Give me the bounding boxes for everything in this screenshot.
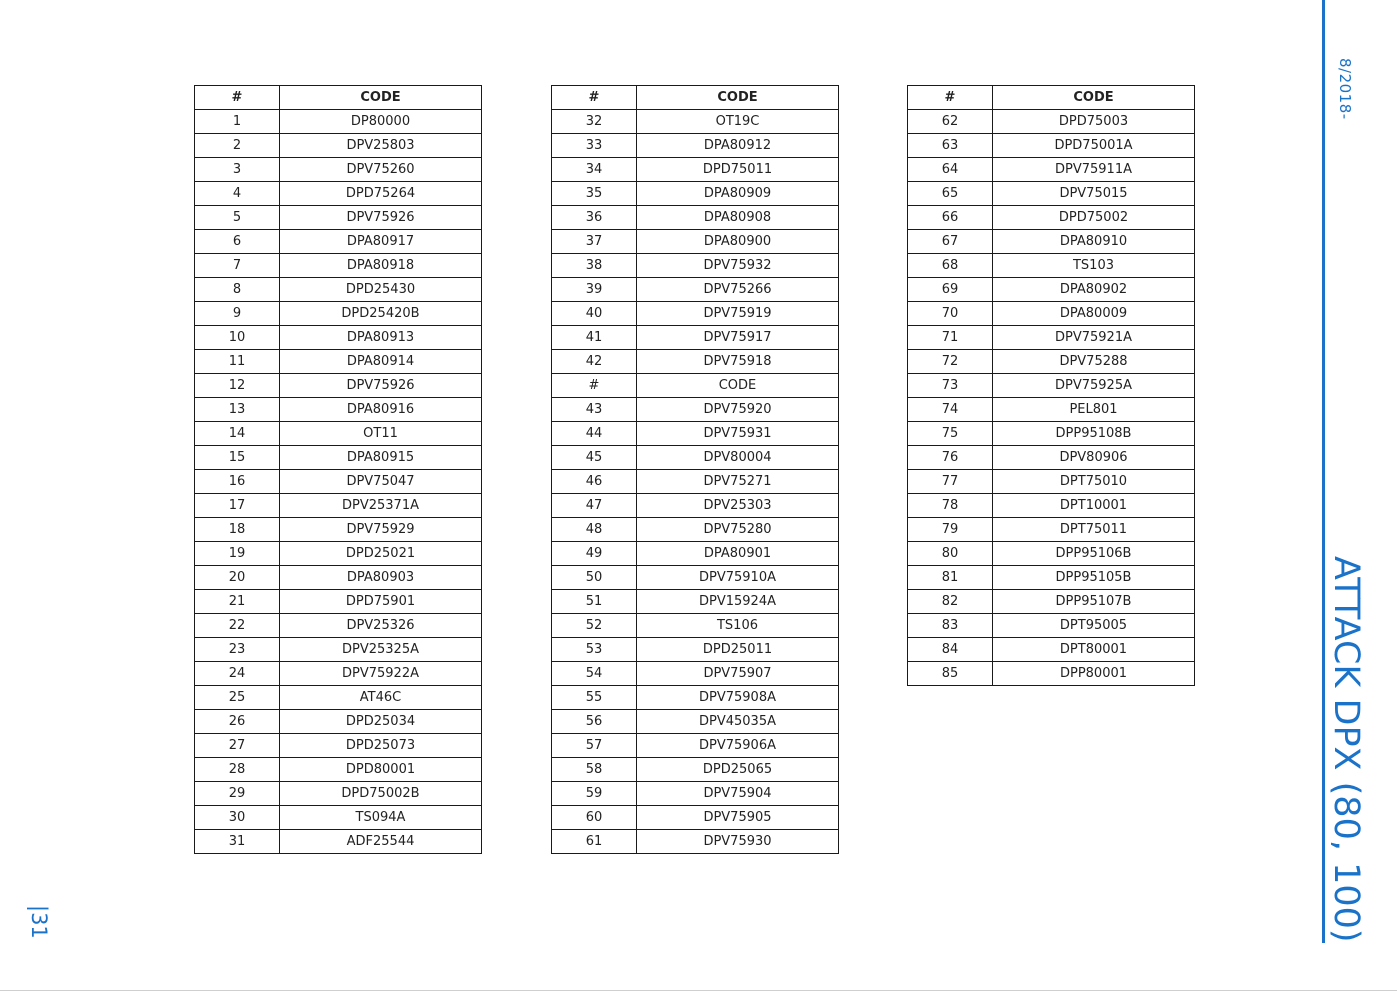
table-row	[552, 254, 839, 278]
sidebar-title: ATTACK DPX (80, 100)	[1326, 556, 1366, 943]
table-row	[195, 590, 482, 614]
row-number: 8	[195, 278, 280, 302]
row-number: 85	[908, 662, 993, 686]
row-number: 73	[908, 374, 993, 398]
header-code: CODE	[637, 86, 839, 110]
row-code: DPV75931	[637, 422, 839, 446]
row-number: 58	[552, 758, 637, 782]
row-code: DPV75907	[637, 662, 839, 686]
row-number: 54	[552, 662, 637, 686]
table-row	[195, 326, 482, 350]
table-row	[908, 206, 1195, 230]
table-row	[552, 278, 839, 302]
table-row	[908, 422, 1195, 446]
table-row	[552, 182, 839, 206]
table-row	[908, 662, 1195, 686]
table-row	[908, 134, 1195, 158]
row-number: 43	[552, 398, 637, 422]
table-row	[908, 542, 1195, 566]
row-code: DPV75929	[280, 518, 482, 542]
row-code: DPV75260	[280, 158, 482, 182]
table-row	[552, 446, 839, 470]
row-number: 68	[908, 254, 993, 278]
row-number: 56	[552, 710, 637, 734]
row-number: 67	[908, 230, 993, 254]
row-number: 77	[908, 470, 993, 494]
row-number: 5	[195, 206, 280, 230]
row-number: 52	[552, 614, 637, 638]
table-row	[908, 350, 1195, 374]
row-number: 79	[908, 518, 993, 542]
row-code: DPP95107B	[993, 590, 1195, 614]
row-code: DPV75922A	[280, 662, 482, 686]
row-number: 31	[195, 830, 280, 854]
row-code: DPD75011	[637, 158, 839, 182]
table-row	[195, 470, 482, 494]
row-number: 22	[195, 614, 280, 638]
row-code: DPV75926	[280, 374, 482, 398]
row-code: DPV75908A	[637, 686, 839, 710]
row-code: DPT75011	[993, 518, 1195, 542]
row-code: DPA80915	[280, 446, 482, 470]
row-number: 44	[552, 422, 637, 446]
table-row	[908, 230, 1195, 254]
row-number: 42	[552, 350, 637, 374]
row-number: 70	[908, 302, 993, 326]
row-number: 82	[908, 590, 993, 614]
table-row	[195, 494, 482, 518]
row-code: DPD80001	[280, 758, 482, 782]
row-number: 14	[195, 422, 280, 446]
table-row	[908, 374, 1195, 398]
row-code: TS094A	[280, 806, 482, 830]
table-row	[908, 302, 1195, 326]
row-code: DPA80908	[637, 206, 839, 230]
row-number: 30	[195, 806, 280, 830]
table-row	[195, 542, 482, 566]
row-code: DPV15924A	[637, 590, 839, 614]
table-row	[908, 110, 1195, 134]
header-number: #	[552, 86, 637, 110]
table-header-row	[552, 86, 839, 110]
row-number: 72	[908, 350, 993, 374]
row-number: 50	[552, 566, 637, 590]
row-number: 59	[552, 782, 637, 806]
row-code: DPA80910	[993, 230, 1195, 254]
header-code: CODE	[280, 86, 482, 110]
table-row	[195, 110, 482, 134]
row-number: 38	[552, 254, 637, 278]
table-row	[908, 254, 1195, 278]
row-code: DPA80913	[280, 326, 482, 350]
table-row	[908, 590, 1195, 614]
table-row	[552, 590, 839, 614]
row-code: DPT95005	[993, 614, 1195, 638]
table-row	[552, 734, 839, 758]
row-code: PEL801	[993, 398, 1195, 422]
row-code: DPV75926	[280, 206, 482, 230]
row-code: DPA80914	[280, 350, 482, 374]
table-row	[195, 206, 482, 230]
row-code: OT11	[280, 422, 482, 446]
row-code: DPV75047	[280, 470, 482, 494]
header-code: CODE	[993, 86, 1195, 110]
row-number: 15	[195, 446, 280, 470]
row-code: TS103	[993, 254, 1195, 278]
row-code: DPA80009	[993, 302, 1195, 326]
table-row	[195, 758, 482, 782]
row-number: 41	[552, 326, 637, 350]
row-number: 16	[195, 470, 280, 494]
row-number: 4	[195, 182, 280, 206]
table-row	[195, 662, 482, 686]
row-number: 62	[908, 110, 993, 134]
table-row	[908, 638, 1195, 662]
row-code: DPD75003	[993, 110, 1195, 134]
table-row	[552, 830, 839, 854]
table-row	[908, 494, 1195, 518]
row-number: 76	[908, 446, 993, 470]
row-code: DPV75919	[637, 302, 839, 326]
row-number: 78	[908, 494, 993, 518]
row-code: DPV75904	[637, 782, 839, 806]
table-row	[908, 398, 1195, 422]
table-row	[552, 206, 839, 230]
row-number: 1	[195, 110, 280, 134]
table-header-row	[195, 86, 482, 110]
table-row	[552, 566, 839, 590]
row-code: DPV75920	[637, 398, 839, 422]
row-code: DPA80916	[280, 398, 482, 422]
table-row	[908, 614, 1195, 638]
row-code: DPD75901	[280, 590, 482, 614]
row-code: DPV75266	[637, 278, 839, 302]
row-number: 18	[195, 518, 280, 542]
row-number: 57	[552, 734, 637, 758]
table-row	[552, 350, 839, 374]
row-number: 9	[195, 302, 280, 326]
row-number: 27	[195, 734, 280, 758]
table-row	[552, 230, 839, 254]
row-code: DPV75918	[637, 350, 839, 374]
table-row	[195, 422, 482, 446]
table-row	[552, 134, 839, 158]
table-row	[195, 230, 482, 254]
row-code: DPV25326	[280, 614, 482, 638]
table-row	[552, 302, 839, 326]
row-code: DPV75911A	[993, 158, 1195, 182]
row-code: DPV75288	[993, 350, 1195, 374]
row-code: DPP95106B	[993, 542, 1195, 566]
page-number: |31	[27, 905, 51, 939]
table-row	[552, 782, 839, 806]
row-code: DPV80004	[637, 446, 839, 470]
row-code: DPT10001	[993, 494, 1195, 518]
sidebar-date: 8/2018-	[1336, 58, 1354, 120]
row-number: 64	[908, 158, 993, 182]
table-row	[908, 470, 1195, 494]
row-code: DPT75010	[993, 470, 1195, 494]
table-row	[195, 782, 482, 806]
table-row	[195, 158, 482, 182]
row-code: DPV75906A	[637, 734, 839, 758]
row-code: DPV75910A	[637, 566, 839, 590]
row-code: DPD25011	[637, 638, 839, 662]
row-code: DPV25325A	[280, 638, 482, 662]
row-code: DPD25430	[280, 278, 482, 302]
row-number: 6	[195, 230, 280, 254]
row-code: DPP95108B	[993, 422, 1195, 446]
row-code: DPD25021	[280, 542, 482, 566]
row-number: 12	[195, 374, 280, 398]
row-number: 19	[195, 542, 280, 566]
table-row	[195, 134, 482, 158]
table-row	[195, 614, 482, 638]
row-code: DPD75264	[280, 182, 482, 206]
row-number: 61	[552, 830, 637, 854]
row-number: 47	[552, 494, 637, 518]
table-header-row	[908, 86, 1195, 110]
table-row	[195, 278, 482, 302]
table-row	[195, 254, 482, 278]
row-number: 83	[908, 614, 993, 638]
row-code: DPD25073	[280, 734, 482, 758]
row-code: DPD75002B	[280, 782, 482, 806]
row-code: DPV75271	[637, 470, 839, 494]
row-code: DPD75001A	[993, 134, 1195, 158]
row-code: DPV75917	[637, 326, 839, 350]
table-row	[908, 278, 1195, 302]
table-row	[552, 638, 839, 662]
table-row	[195, 374, 482, 398]
header-number: #	[908, 86, 993, 110]
code-table-1	[194, 85, 482, 854]
code-table-3	[907, 85, 1195, 686]
row-code: DPV75925A	[993, 374, 1195, 398]
table-row	[552, 710, 839, 734]
table-row	[908, 182, 1195, 206]
row-number: 34	[552, 158, 637, 182]
table-row	[908, 518, 1195, 542]
row-code: DPV75015	[993, 182, 1195, 206]
row-number: 40	[552, 302, 637, 326]
row-number: 39	[552, 278, 637, 302]
row-number: 45	[552, 446, 637, 470]
row-code: DPV75905	[637, 806, 839, 830]
row-code: DPV75280	[637, 518, 839, 542]
row-number: 25	[195, 686, 280, 710]
row-code: DPA80900	[637, 230, 839, 254]
row-number: 55	[552, 686, 637, 710]
row-number: 49	[552, 542, 637, 566]
table-row	[552, 686, 839, 710]
row-code: DP80000	[280, 110, 482, 134]
row-number: 23	[195, 638, 280, 662]
table-row	[908, 326, 1195, 350]
table-row	[552, 422, 839, 446]
row-number: 17	[195, 494, 280, 518]
table-row	[552, 518, 839, 542]
row-number: 69	[908, 278, 993, 302]
row-number: 74	[908, 398, 993, 422]
row-number: 28	[195, 758, 280, 782]
row-code: TS106	[637, 614, 839, 638]
table-row	[552, 374, 839, 398]
table-row	[552, 470, 839, 494]
row-code: DPA80917	[280, 230, 482, 254]
row-number: 63	[908, 134, 993, 158]
table-row	[195, 302, 482, 326]
row-code: DPA80902	[993, 278, 1195, 302]
row-code: DPP95105B	[993, 566, 1195, 590]
row-code: DPD25065	[637, 758, 839, 782]
row-number: 51	[552, 590, 637, 614]
row-code: CODE	[637, 374, 839, 398]
table-row	[552, 398, 839, 422]
table-row	[195, 518, 482, 542]
row-code: OT19C	[637, 110, 839, 134]
row-number: 75	[908, 422, 993, 446]
row-number: 29	[195, 782, 280, 806]
row-number: 32	[552, 110, 637, 134]
table-row	[195, 806, 482, 830]
table-row	[552, 614, 839, 638]
table-row	[552, 494, 839, 518]
row-number: 33	[552, 134, 637, 158]
row-number: #	[552, 374, 637, 398]
row-code: DPV45035A	[637, 710, 839, 734]
table-row	[195, 734, 482, 758]
row-code: DPV25371A	[280, 494, 482, 518]
row-number: 81	[908, 566, 993, 590]
table-row	[552, 542, 839, 566]
row-code: DPV75932	[637, 254, 839, 278]
row-number: 66	[908, 206, 993, 230]
row-code: DPA80901	[637, 542, 839, 566]
row-number: 13	[195, 398, 280, 422]
row-code: DPA80903	[280, 566, 482, 590]
row-number: 3	[195, 158, 280, 182]
row-number: 71	[908, 326, 993, 350]
row-code: DPP80001	[993, 662, 1195, 686]
row-number: 24	[195, 662, 280, 686]
table-row	[908, 158, 1195, 182]
row-code: DPV25803	[280, 134, 482, 158]
row-number: 37	[552, 230, 637, 254]
row-code: DPT80001	[993, 638, 1195, 662]
row-code: DPA80918	[280, 254, 482, 278]
row-number: 11	[195, 350, 280, 374]
row-number: 60	[552, 806, 637, 830]
table-row	[195, 446, 482, 470]
row-number: 20	[195, 566, 280, 590]
table-row	[908, 566, 1195, 590]
sidebar-accent-bar	[1322, 0, 1325, 943]
row-code: DPD75002	[993, 206, 1195, 230]
table-row	[552, 326, 839, 350]
row-number: 10	[195, 326, 280, 350]
table-row	[552, 806, 839, 830]
row-number: 84	[908, 638, 993, 662]
row-number: 21	[195, 590, 280, 614]
table-row	[195, 830, 482, 854]
row-number: 35	[552, 182, 637, 206]
row-code: DPD25420B	[280, 302, 482, 326]
table-row	[552, 662, 839, 686]
table-row	[195, 710, 482, 734]
table-row	[552, 758, 839, 782]
code-table-2	[551, 85, 839, 854]
row-code: DPA80909	[637, 182, 839, 206]
row-number: 36	[552, 206, 637, 230]
table-row	[195, 350, 482, 374]
table-row	[195, 566, 482, 590]
table-row	[552, 158, 839, 182]
row-code: DPA80912	[637, 134, 839, 158]
row-code: DPV75921A	[993, 326, 1195, 350]
table-row	[195, 398, 482, 422]
table-row	[195, 182, 482, 206]
row-number: 46	[552, 470, 637, 494]
table-row	[552, 110, 839, 134]
table-row	[908, 446, 1195, 470]
row-number: 65	[908, 182, 993, 206]
row-number: 80	[908, 542, 993, 566]
row-code: DPV80906	[993, 446, 1195, 470]
table-row	[195, 638, 482, 662]
row-number: 53	[552, 638, 637, 662]
table-row	[195, 686, 482, 710]
row-code: DPV75930	[637, 830, 839, 854]
row-code: ADF25544	[280, 830, 482, 854]
header-number: #	[195, 86, 280, 110]
row-number: 7	[195, 254, 280, 278]
row-number: 2	[195, 134, 280, 158]
page-bottom-divider	[0, 990, 1397, 991]
row-code: DPV25303	[637, 494, 839, 518]
row-number: 48	[552, 518, 637, 542]
row-code: DPD25034	[280, 710, 482, 734]
row-number: 26	[195, 710, 280, 734]
row-code: AT46C	[280, 686, 482, 710]
